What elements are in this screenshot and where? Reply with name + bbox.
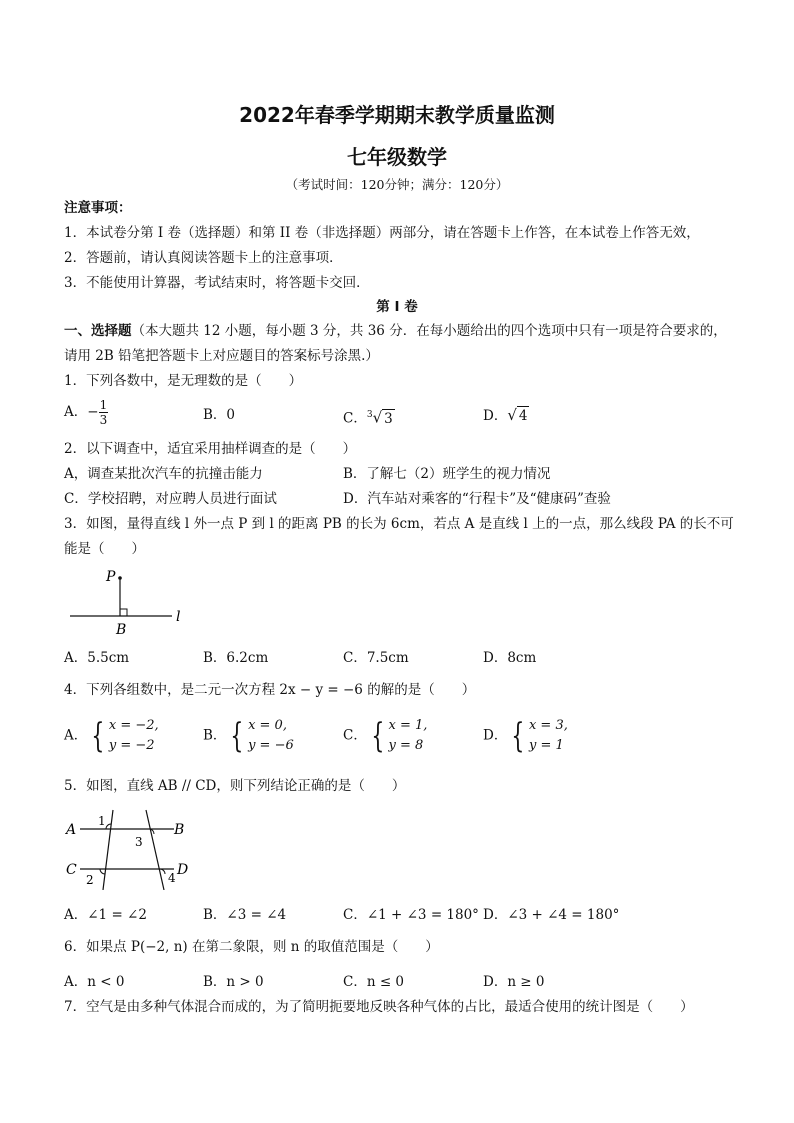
q1-a-num: 1 (99, 398, 108, 412)
q2-stem: 2．以下调查中，适宜采用抽样调查的是（ ） (64, 441, 357, 457)
q1-a-prefix: A．− (64, 404, 99, 420)
q4-d-eq1: x = 3, (528, 718, 568, 733)
section-desc (64, 322, 727, 340)
q1-a-fraction (99, 398, 109, 427)
label-4: 4 (168, 871, 176, 885)
q5-option-a: A．∠1 = ∠2 (64, 907, 147, 923)
q3-option-b: B．6.2cm (203, 650, 269, 666)
q5-option-c: C．∠1 + ∠3 = 180° (343, 907, 479, 923)
q4-b-eq1: x = 0, (248, 718, 287, 733)
q4-option-d (483, 716, 568, 756)
q5-stem: 5．如图，直线 AB // CD，则下列结论正确的是（ ） (64, 778, 406, 794)
q4-b-eq2: y = −6 (248, 738, 294, 753)
q4-a-eq1: x = −2, (108, 718, 159, 733)
q2-option-b: B．了解七（2）班学生的视力情况 (343, 466, 551, 482)
label-b: B (116, 622, 127, 638)
brace-icon: { (511, 716, 525, 756)
section-desc-line1: （本大题共 12 小题，每小题 3 分，共 36 分．在每小题给出的四个选项中只有一项是符合要求的， (131, 323, 727, 339)
brace-icon: { (91, 716, 105, 756)
q4-option-b (203, 716, 294, 756)
angle-2-arc (100, 869, 105, 874)
q4-b-label: B． (203, 727, 227, 744)
q5-option-d: D．∠3 + ∠4 = 180° (483, 907, 620, 923)
q1-d-prefix: D． (483, 408, 508, 424)
exam-subtitle: 七年级数学 (347, 145, 447, 169)
label-1: 1 (98, 814, 106, 828)
exam-title: 2022年春季学期期末教学质量监测 (239, 103, 555, 127)
q4-option-a (64, 716, 159, 756)
q1-stem: 1．下列各数中，是无理数的是（ ） (64, 373, 303, 389)
q2-option-d: D．汽车站对乘客的“行程卡”及“健康码”查验 (343, 491, 611, 507)
brace-icon: { (371, 716, 385, 756)
q1-a-den: 3 (99, 413, 108, 427)
q3-option-d: D．8cm (483, 650, 537, 666)
right-angle-mark (120, 609, 127, 616)
q2-option-c: C．学校招聘，对应聘人员进行面试 (64, 491, 277, 507)
label-d: D (177, 862, 189, 878)
q4-c-system (388, 716, 427, 756)
q4-a-label: A． (64, 727, 88, 744)
q4-c-eq1: x = 1, (388, 718, 428, 733)
section-desc-line2: 请用 2B 铅笔把答题卡上对应题目的答案标号涂黑.） (64, 348, 379, 364)
q1-option-a (64, 398, 108, 427)
note-item-3: 3．不能使用计算器，考试结束时，将答题卡交回． (64, 275, 370, 291)
q1-c-prefix: C． (343, 410, 367, 427)
q6-option-c: C．n ≤ 0 (343, 974, 405, 990)
q4-d-eq2: y = 1 (528, 738, 564, 753)
q4-option-c (343, 716, 427, 756)
exam-info: （考试时间：120分钟；满分：120分） (285, 177, 509, 192)
q3-stem-line2: 能是（ ） (64, 541, 145, 557)
label-a: A (66, 822, 77, 838)
label-3: 3 (135, 835, 143, 849)
q4-d-label: D． (483, 727, 508, 744)
q4-a-system (109, 716, 159, 756)
notes-heading: 注意事项： (64, 200, 132, 216)
radical-icon: √ (507, 406, 517, 424)
note-item-1: 1．本试卷分第 I 卷（选择题）和第 II 卷（非选择题）两部分，请在答题卡上作答，在本试卷上作答无效， (64, 225, 700, 241)
q5-option-b: B．∠3 = ∠4 (203, 907, 287, 923)
transversal-right (146, 810, 164, 890)
point-p (118, 576, 122, 580)
q1-c-index: 3 (366, 410, 373, 420)
brace-icon: { (230, 716, 244, 756)
q2-option-a: A，调查某批次汽车的抗撞击能力 (64, 466, 263, 482)
q6-option-a: A．n < 0 (64, 974, 125, 990)
q1-option-c (343, 406, 395, 428)
q7-stem: 7．空气是由多种气体混合而成的，为了简明扼要地反映各种气体的占比，最适合使用的统计图是（ ） (64, 999, 694, 1015)
q3-option-a: A．5.5cm (64, 650, 130, 666)
q4-c-label: C． (343, 727, 367, 744)
q6-stem: 6．如果点 P(−2, n) 在第二象限，则 n 的取值范围是（ ） (64, 939, 439, 955)
q6-option-b: B．n > 0 (203, 974, 264, 990)
q6-option-d: D．n ≥ 0 (483, 974, 545, 990)
label-2: 2 (86, 873, 94, 887)
q4-d-system (529, 716, 568, 756)
q4-b-system (248, 716, 294, 756)
part1-heading: 第 I 卷 (376, 299, 418, 315)
note-item-2: 2．答题前，请认真阅读答题卡上的注意事项． (64, 250, 343, 266)
q1-d-radicand: 4 (518, 408, 528, 424)
q1-option-d (483, 406, 529, 425)
label-c: C (66, 862, 77, 878)
q4-a-eq2: y = −2 (108, 738, 155, 753)
section-label: 一、选择题 (64, 323, 132, 339)
q3-stem-line1: 3．如图，量得直线 l 外一点 P 到 l 的距离 PB 的长为 6cm，若点 A 是直线 l 上的一点，那么线段 PA 的长不可 (64, 516, 734, 532)
q1-option-b: B．0 (203, 407, 236, 423)
q3-option-c: C．7.5cm (343, 650, 409, 666)
label-l: l (176, 609, 181, 625)
q5-figure (64, 806, 199, 890)
radical-icon: √ (372, 408, 383, 427)
q3-figure (64, 565, 194, 640)
label-b: B (174, 822, 185, 838)
q4-c-eq2: y = 8 (388, 738, 424, 753)
q4-stem: 4．下列各组数中，是二元一次方程 2x − y = −6 的解的是（ ） (64, 682, 476, 698)
label-p: P (106, 569, 116, 585)
q1-c-radicand: 3 (384, 410, 393, 427)
